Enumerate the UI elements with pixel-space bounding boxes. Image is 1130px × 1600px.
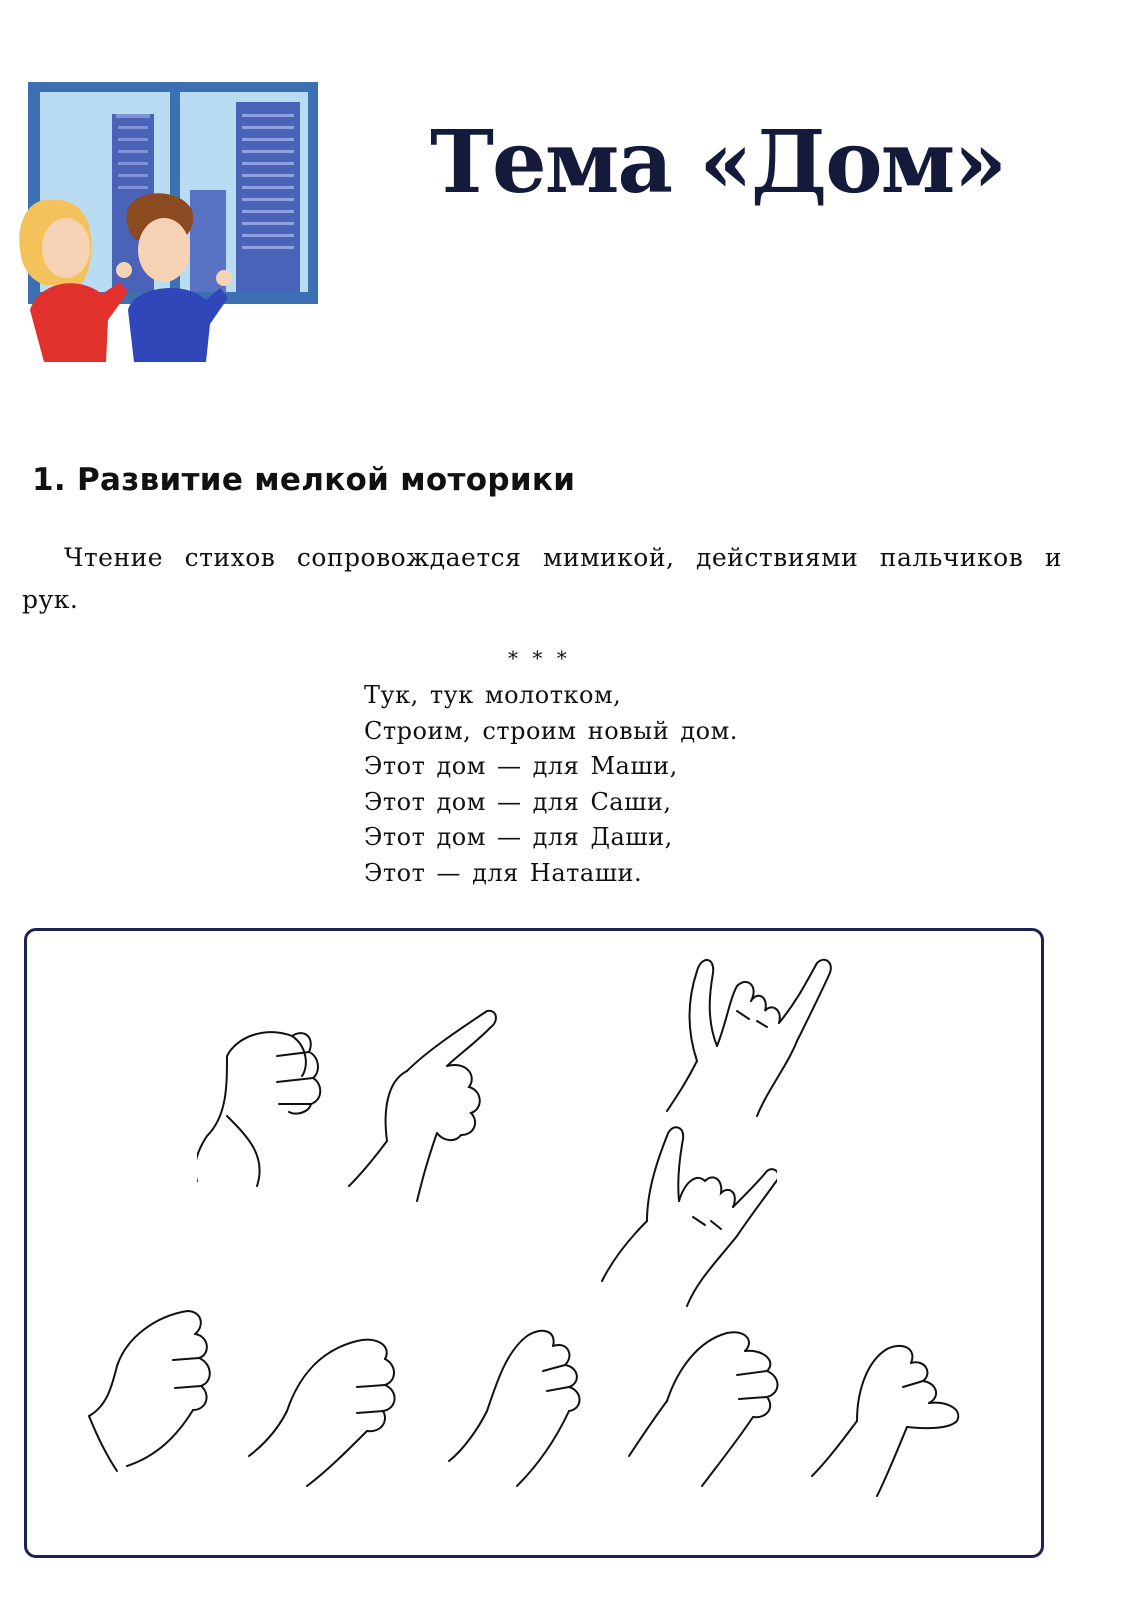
pointing-finger-icon (347, 1001, 507, 1211)
fist-icon (197, 1016, 337, 1196)
section-heading: 1. Развитие мелкой моторики (32, 462, 576, 498)
fist-icon (87, 1306, 227, 1476)
poem-separator: * * * (508, 646, 571, 670)
intro-paragraph: Чтение стихов сопровождается мимикой, действиями пальчиков и рук. (22, 543, 1062, 614)
poem-line: Этот дом — для Саши, (364, 787, 672, 816)
finger-curl-icon (807, 1331, 977, 1501)
poem (364, 678, 738, 891)
page-title: Тема «Дом» (430, 112, 1006, 213)
thumb-pinky-icon (597, 1121, 777, 1311)
fist-icon (247, 1321, 407, 1491)
two-fingers-icon (657, 951, 837, 1131)
finger-curl-icon (447, 1321, 607, 1491)
poem-line: Этот дом — для Даши, (364, 823, 673, 851)
children-at-window-illustration (10, 80, 330, 365)
poem-line: Этот дом — для Маши, (364, 752, 678, 780)
poem-line: Этот — для Наташи. (364, 858, 643, 887)
poem-line: Тук, тук молотком, (364, 681, 622, 709)
finger-curl-icon (627, 1321, 797, 1491)
poem-line: Строим, строим новый дом. (364, 716, 738, 745)
hand-gestures-frame (24, 928, 1044, 1558)
